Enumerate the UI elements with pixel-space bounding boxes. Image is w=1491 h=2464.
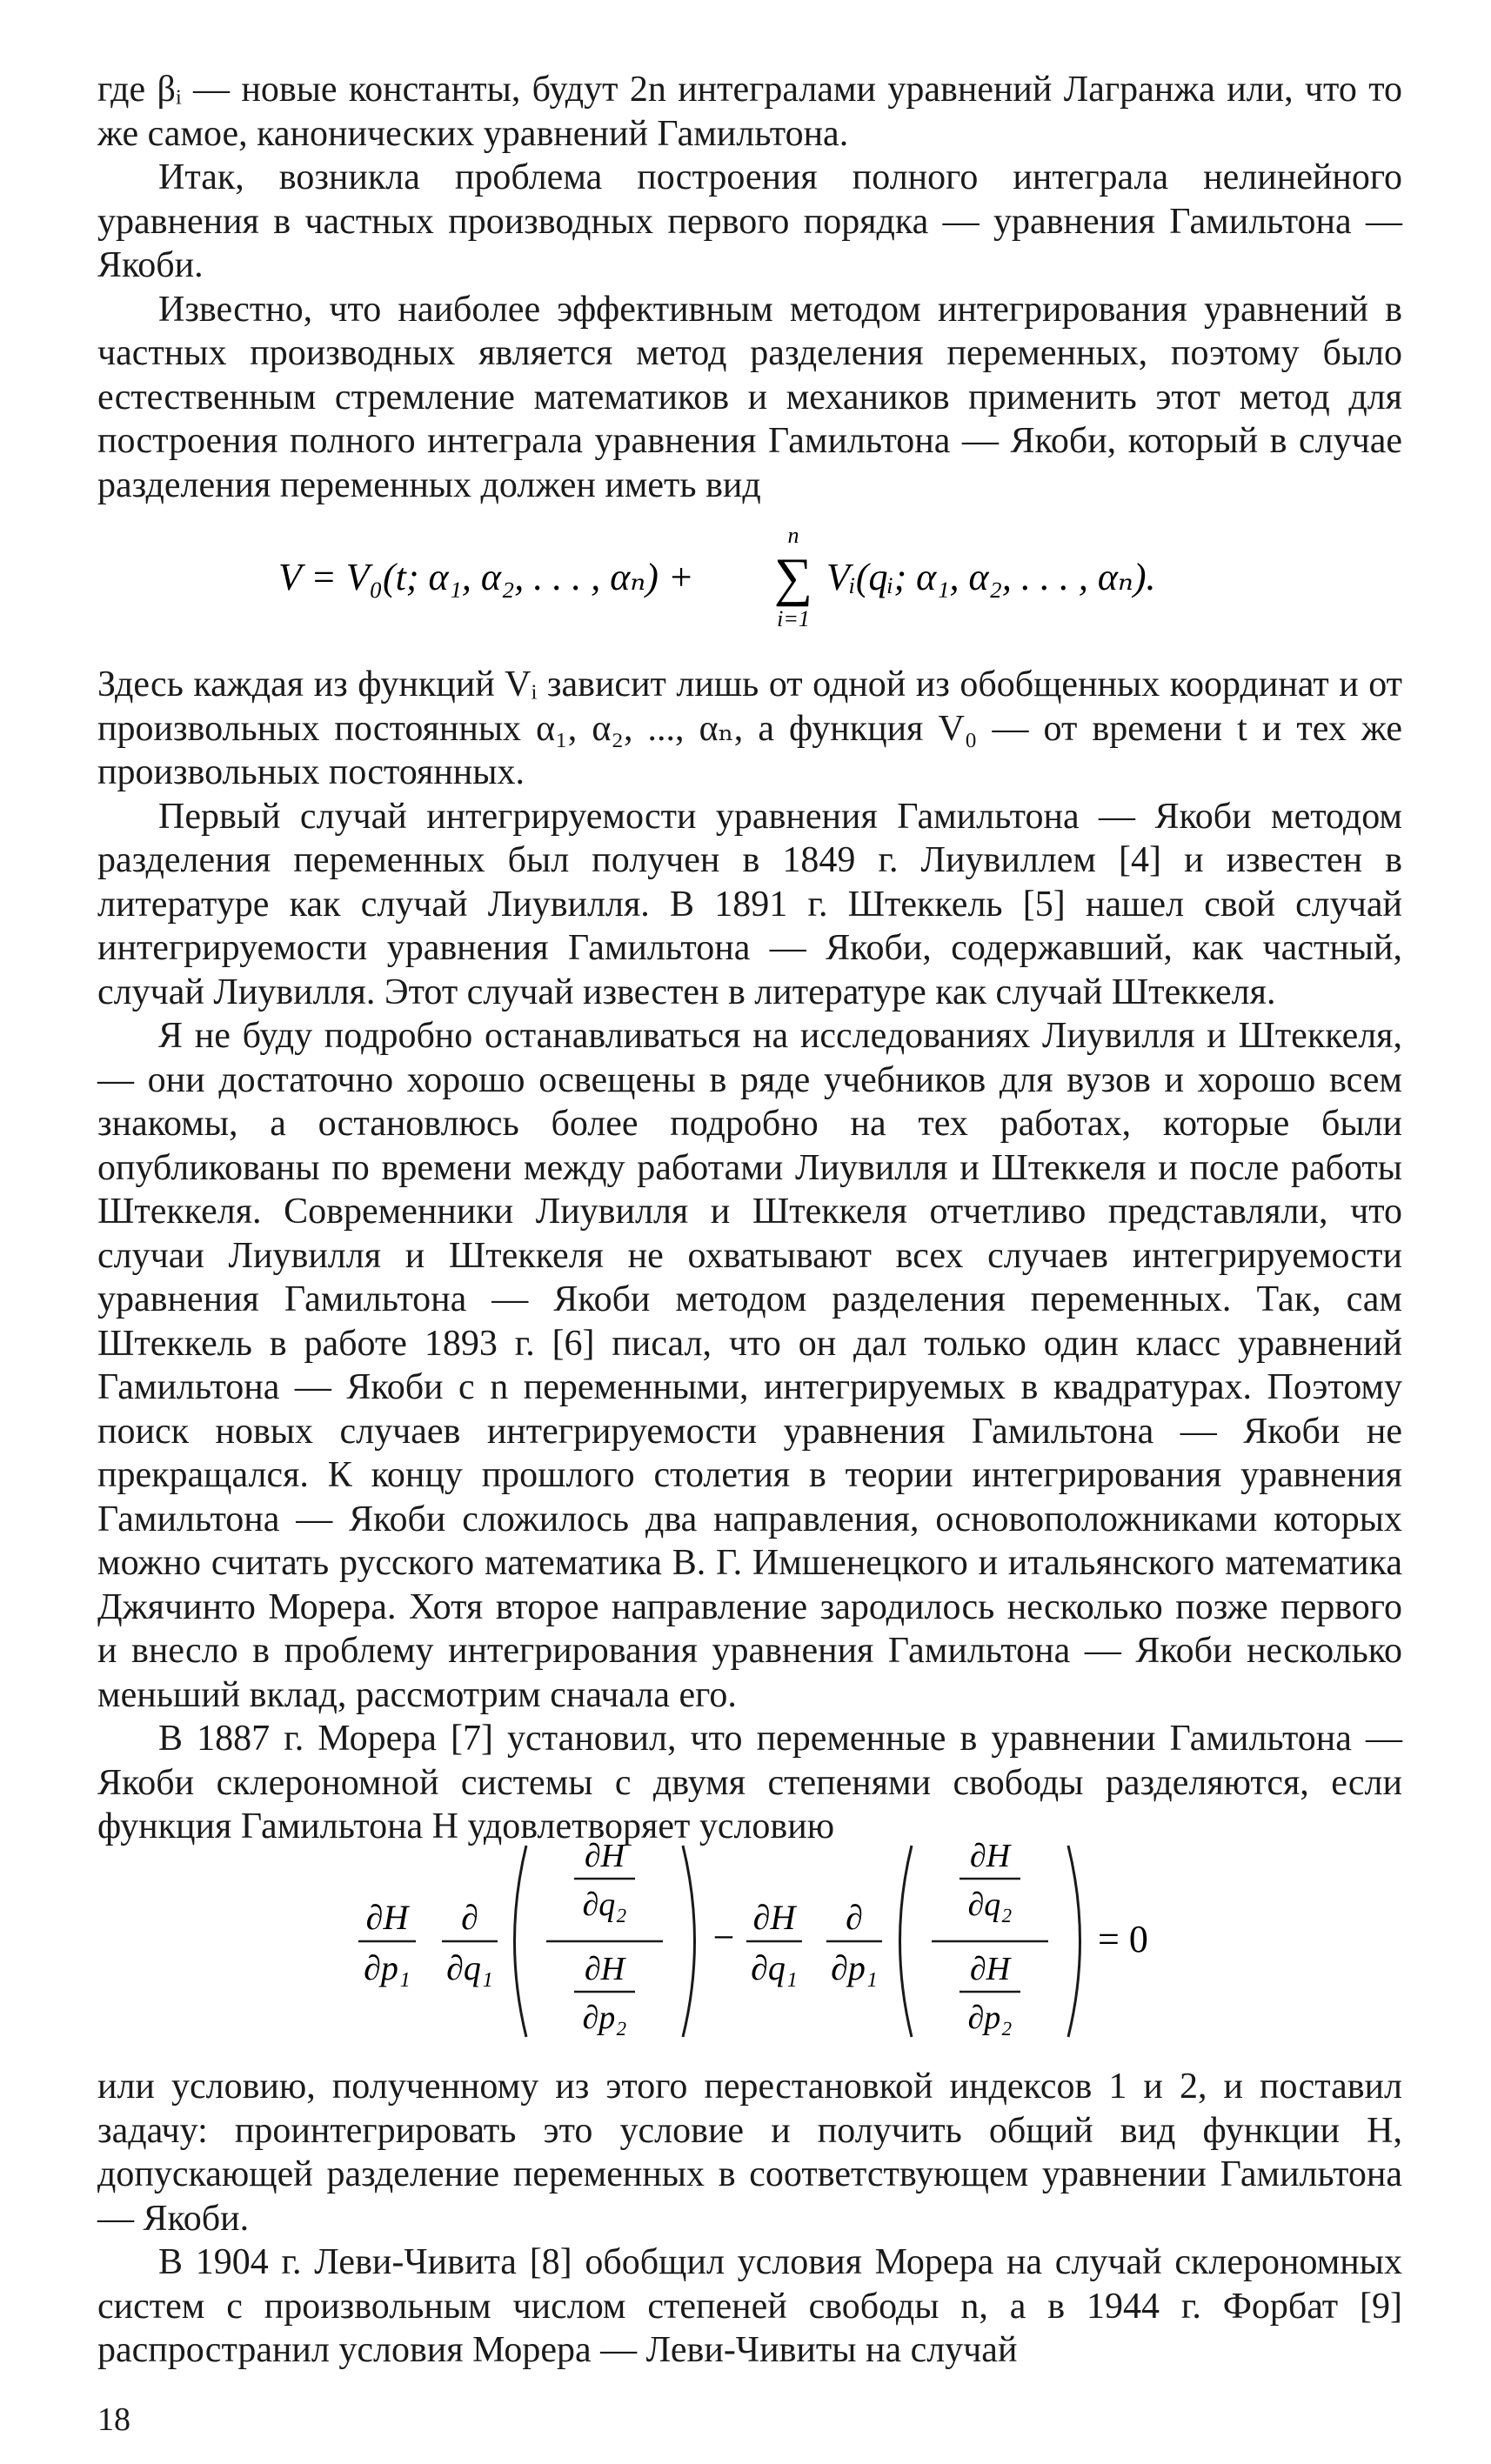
text-block-top (97, 68, 1402, 507)
paragraph-7: В 1887 г. Морера [7] установил, что переменные в уравнении Гамильтона — Якоби склерономной системы с двумя степенями свободы разделяются, если функция Гамильтона H удовлетворяет условию (97, 1719, 1402, 1846)
paragraph-2: Итак, возникла проблема построения полного интеграла нелинейного уравнения в частных производных первого порядка — уравнения Гамильтона — Якоби. (97, 157, 1402, 285)
formula-2-den-dq1-2: ∂q₁ (751, 1948, 798, 1987)
formula-2-inner-dq2-1: ∂q₂ (582, 1886, 627, 1923)
formula-2-inner-dH-top-2: ∂H (969, 1838, 1011, 1874)
text-block-middle (97, 663, 1402, 1849)
text-block-bottom (97, 2065, 1402, 2373)
formula-morera-condition (348, 1835, 1183, 2062)
formula-2-svg (348, 1835, 1183, 2053)
paragraph-8: или условию, полученному из этого перестановкой индексов 1 и 2, и поставил задачу: проинтегрировать это условие и получить общий вид функции H, допускающей разделение переменных в соответствующем уравнении Гамильтона — Якоби. (97, 2067, 1402, 2239)
formula-2-inner-dH-bottom-1: ∂H (584, 1951, 625, 1987)
paragraph-4: Здесь каждая из функций Vᵢ зависит лишь от одной из обобщенных координат и от произвольных постоянных α₁, α₂, ..., αₙ, а функция V₀ — от времени t и тех же произвольных постоянных. (97, 664, 1402, 792)
formula-1-lhs: V = V₀(t; α₁, α₂, . . . , αₙ) + (278, 556, 694, 598)
formula-2-den-dp1-2: ∂p₁ (831, 1948, 878, 1987)
formula-2-num-d-2: ∂ (846, 1898, 863, 1937)
paragraph-5: Первый случай интегрируемости уравнения Гамильтона — Якоби методом разделения переменных был получен в 1849 г. Лиувиллем [4] и известен в литературе как случай Лиувилля. В 1891 г. Штеккель [5] нашел свой случай интегрируемости уравнения Гамильтона — Якоби, содержавший, как частный, случай Лиувилля. Этот случай известен в литературе как случай Штеккеля. (97, 796, 1402, 1012)
formula-1-sum-upper: n (787, 523, 799, 548)
formula-1-sum-symbol: ∑ (773, 548, 813, 607)
formula-2-inner-dp2-2: ∂p₂ (967, 2000, 1013, 2036)
formula-2-inner-dq2-2: ∂q₂ (967, 1886, 1013, 1923)
formula-2-num-d-1: ∂ (461, 1898, 478, 1937)
formula-2-den-dq1-1: ∂q₁ (446, 1948, 493, 1987)
formula-2-inner-dp2-1: ∂p₂ (582, 2000, 627, 2036)
page-number: 18 (97, 2401, 130, 2438)
formula-2-equals-zero: = 0 (1098, 1918, 1148, 1960)
formula-2-minus: − (712, 1916, 735, 1959)
formula-separated-integral (261, 522, 1305, 662)
formula-2-inner-dH-top-1: ∂H (584, 1838, 625, 1874)
formula-2-num-dH-2: ∂H (752, 1898, 796, 1937)
formula-2-num-dH-1: ∂H (365, 1898, 409, 1937)
paragraph-6: Я не буду подробно останавливаться на исследованиях Лиувилля и Штеккеля, — они достаточно хорошо освещены в ряде учебников для вузов и хорошо всем знакомы, а остановлюсь более подробно на тех работах, которые были опубликованы по времени между работами Лиувилля и Штеккеля и после работы Штеккеля. Современники Лиувилля и Штеккеля отчетливо представляли, что случаи Лиувилля и Штеккеля не охватывают всех случаев интегрируемости уравнения Гамильтона — Якоби методом разделения переменных. Так, сам Штеккель в работе 1893 г. [6] писал, что он дал только один класс уравнений Гамильтона — Якоби с n переменными, интегрируемых в квадратурах. Поэтому поиск новых случаев интегрируемости уравнения Гамильтона — Якоби не прекращался. К концу прошлого столетия в теории интегрирования уравнения Гамильтона — Якоби сложилось два направления, основоположниками которых можно считать русского математика В. Г. Имшенецкого и итальянского математика Джячинто Морера. Хотя второе направление зародилось несколько позже первого и внесло в проблему интегрирования уравнения Гамильтона — Якоби несколько меньший вклад, рассмотрим сначала его. (97, 1016, 1402, 1715)
paragraph-3: Известно, что наиболее эффективным методом интегрирования уравнений в частных производных является метод разделения переменных, поэтому было естественным стремление математиков и механиков применить этот метод для построения полного интеграла уравнения Гамильтона — Якоби, который в случае разделения переменных должен иметь вид (97, 289, 1402, 505)
formula-2-inner-dH-bottom-2: ∂H (969, 1951, 1011, 1987)
paragraph-9: В 1904 г. Леви-Чивита [8] обобщил условия Морера на случай склерономных систем с произвольным числом степеней свободы n, а в 1944 г. Форбат [9] распространил условия Морера — Леви-Чивиты на случай (97, 2242, 1402, 2370)
formula-1-sum-lower: i=1 (777, 606, 810, 631)
formula-1-rhs: Vᵢ(qᵢ; α₁, α₂, . . . , αₙ). (826, 556, 1156, 598)
paragraph-1: где βᵢ — новые константы, будут 2n интегралами уравнений Лагранжа или, что то же самое, канонических уравнений Гамильтона. (97, 70, 1402, 154)
formula-2-den-dp1-1: ∂p₁ (364, 1948, 411, 1987)
formula-1-svg (261, 522, 1305, 652)
